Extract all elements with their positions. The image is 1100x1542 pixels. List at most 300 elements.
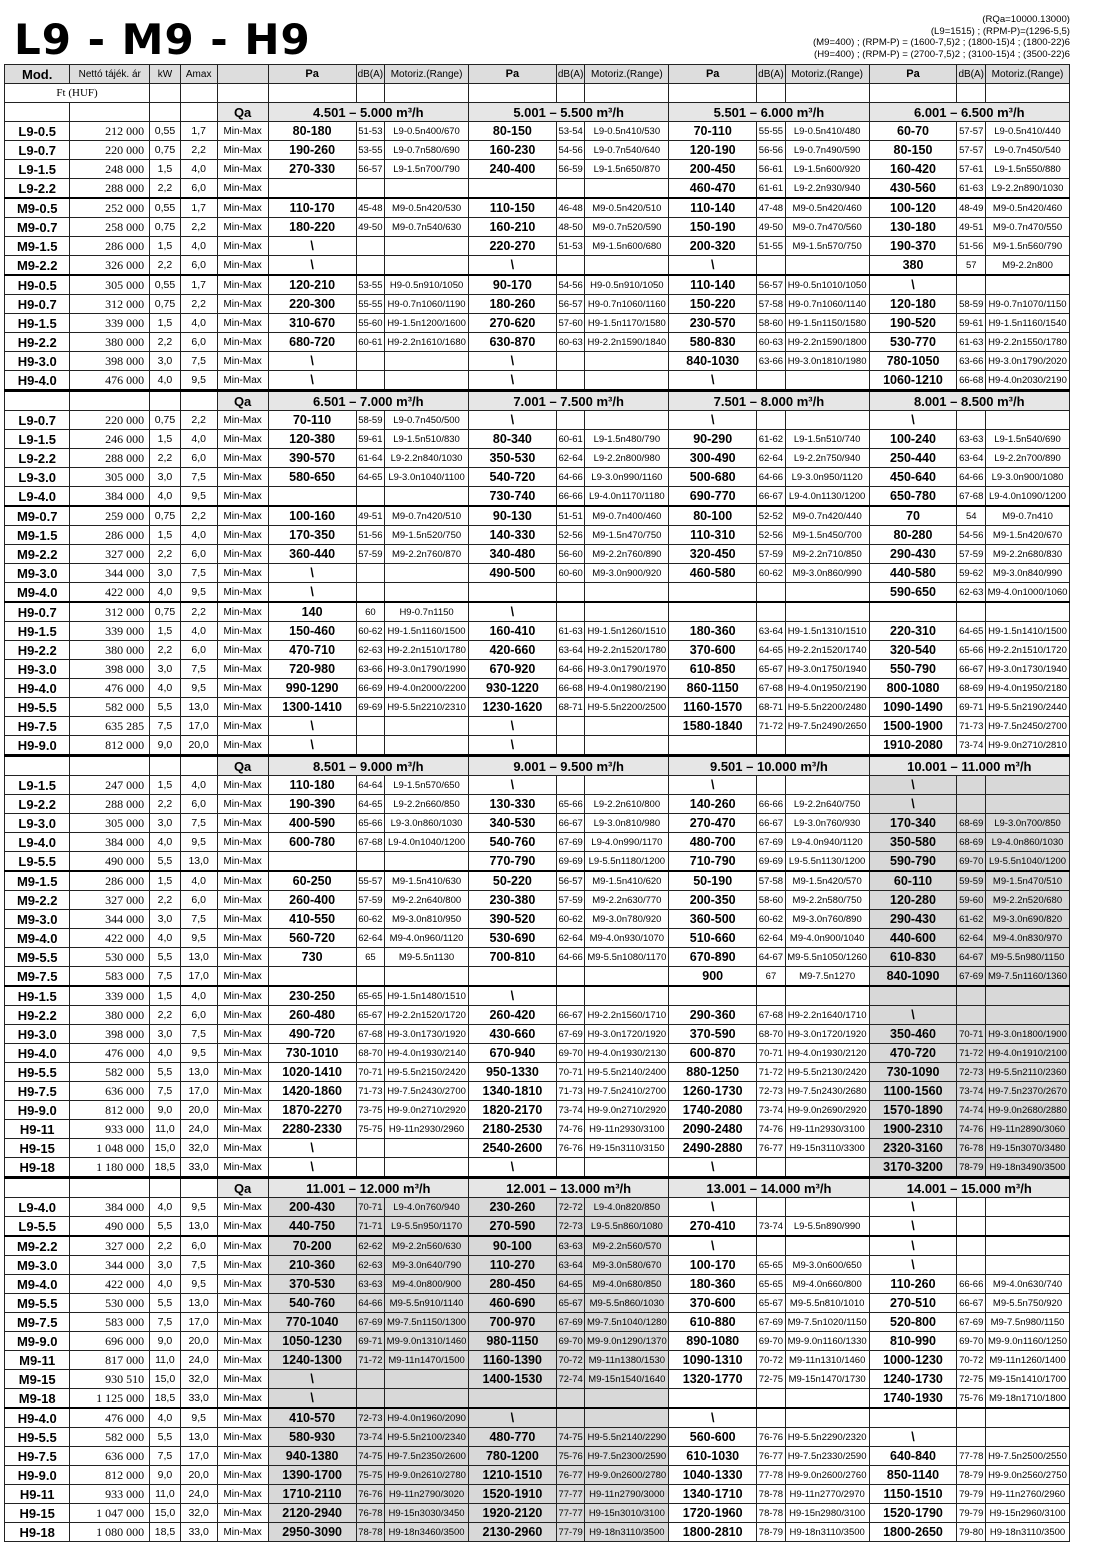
motorization-range: H9-5.5n2190/2440 bbox=[986, 698, 1070, 717]
power-kw: 1,5 bbox=[150, 314, 181, 333]
price: 258 000 bbox=[70, 218, 150, 237]
pressure-range: 360-500 bbox=[669, 910, 757, 929]
noise-dba bbox=[556, 776, 585, 795]
table-row bbox=[5, 641, 1070, 660]
pressure-range: 700-970 bbox=[468, 1313, 556, 1332]
pressure-range: 160-410 bbox=[468, 622, 556, 641]
power-kw: 0,75 bbox=[150, 506, 181, 526]
noise-dba bbox=[957, 1256, 986, 1275]
motorization-range: L9-4.0n940/1120 bbox=[785, 833, 869, 852]
table-row bbox=[5, 1466, 1070, 1485]
noise-dba: 61-61 bbox=[757, 179, 786, 199]
motorization-range: H9-2.2n1640/1710 bbox=[785, 1006, 869, 1025]
pressure-range: \ bbox=[669, 371, 757, 391]
price: 344 000 bbox=[70, 1256, 150, 1275]
amax: 9,5 bbox=[180, 679, 217, 698]
motorization-range: L9-2.2n750/940 bbox=[785, 449, 869, 468]
noise-dba: 65-67 bbox=[556, 1294, 585, 1313]
amax: 32,0 bbox=[180, 1504, 217, 1523]
price: 476 000 bbox=[70, 371, 150, 391]
min-max-label: Min-Max bbox=[217, 910, 268, 929]
noise-dba bbox=[957, 1217, 986, 1237]
motorization-range: M9-2.2n800 bbox=[986, 256, 1070, 276]
amax: 2,2 bbox=[180, 411, 217, 430]
pressure-range: 600-780 bbox=[268, 833, 356, 852]
motorization-range: H9-11n2930/3100 bbox=[585, 1120, 669, 1139]
table-row bbox=[5, 526, 1070, 545]
pressure-range: 170-340 bbox=[869, 814, 957, 833]
pressure-range: 1340-1710 bbox=[669, 1485, 757, 1504]
pressure-range: 390-570 bbox=[268, 449, 356, 468]
col-header-pa: Pa bbox=[669, 65, 757, 84]
pressure-range: 160-230 bbox=[468, 141, 556, 160]
noise-dba: 68-69 bbox=[957, 833, 986, 852]
price: 339 000 bbox=[70, 622, 150, 641]
amax: 7,5 bbox=[180, 910, 217, 929]
pressure-range: 340-530 bbox=[468, 814, 556, 833]
noise-dba: 70-72 bbox=[757, 1351, 786, 1370]
amax: 24,0 bbox=[180, 1485, 217, 1504]
price: 384 000 bbox=[70, 1198, 150, 1217]
table-row bbox=[5, 179, 1070, 199]
model-name: H9-4.0 bbox=[5, 371, 70, 391]
pressure-range: 1580-1840 bbox=[669, 717, 757, 736]
table-row bbox=[5, 1101, 1070, 1120]
motorization-range: H9-3.0n1810/1980 bbox=[785, 352, 869, 371]
motorization-range: H9-3.0n1790/2020 bbox=[986, 352, 1070, 371]
motorization-range: H9-2.2n1510/1720 bbox=[986, 641, 1070, 660]
pressure-range: 840-1030 bbox=[669, 352, 757, 371]
motorization-range: L9-3.0n990/1160 bbox=[585, 468, 669, 487]
table-row bbox=[5, 1217, 1070, 1237]
motorization-range: H9-7.5n2330/2590 bbox=[785, 1447, 869, 1466]
motorization-range: M9-2.2n580/750 bbox=[785, 891, 869, 910]
noise-dba: 74-76 bbox=[757, 1120, 786, 1139]
pressure-range: \ bbox=[869, 1236, 957, 1256]
motorization-range bbox=[585, 986, 669, 1006]
power-kw: 7,5 bbox=[150, 1447, 181, 1466]
power-kw: 7,5 bbox=[150, 717, 181, 736]
col-header-blank bbox=[217, 65, 268, 84]
motorization-range: H9-18n3110/3500 bbox=[785, 1523, 869, 1542]
amax: 20,0 bbox=[180, 1332, 217, 1351]
power-kw: 0,75 bbox=[150, 141, 181, 160]
pressure-range: 2490-2880 bbox=[669, 1139, 757, 1158]
model-name: H9-15 bbox=[5, 1139, 70, 1158]
noise-dba: 77-79 bbox=[556, 1523, 585, 1542]
noise-dba: 69-69 bbox=[356, 698, 385, 717]
flow-range-row bbox=[5, 103, 1070, 122]
noise-dba bbox=[757, 1408, 786, 1428]
price: 422 000 bbox=[70, 1275, 150, 1294]
motorization-range: L9-1.5n550/880 bbox=[986, 160, 1070, 179]
motorization-range: M9-9.0n1310/1460 bbox=[385, 1332, 469, 1351]
motorization-range: H9-5.5n2210/2310 bbox=[385, 698, 469, 717]
pressure-range: 720-980 bbox=[268, 660, 356, 679]
motorization-range: M9-3.0n840/990 bbox=[986, 564, 1070, 583]
motorization-range: L9-1.5n540/690 bbox=[986, 430, 1070, 449]
amax: 4,0 bbox=[180, 160, 217, 179]
noise-dba bbox=[757, 371, 786, 391]
min-max-label: Min-Max bbox=[217, 1408, 268, 1428]
amax: 6,0 bbox=[180, 641, 217, 660]
pressure-range: 840-1090 bbox=[869, 967, 957, 987]
noise-dba bbox=[356, 717, 385, 736]
noise-dba: 62-63 bbox=[356, 641, 385, 660]
amax: 7,5 bbox=[180, 1256, 217, 1275]
min-max-label: Min-Max bbox=[217, 1370, 268, 1389]
price: 582 000 bbox=[70, 1063, 150, 1082]
pressure-range: 180-360 bbox=[669, 1275, 757, 1294]
table-row bbox=[5, 141, 1070, 160]
pressure-range: \ bbox=[268, 1389, 356, 1409]
motorization-range: M9-1.5n410/630 bbox=[385, 871, 469, 891]
pressure-range: \ bbox=[468, 986, 556, 1006]
flow-range-label: 6.001 – 6.500 m³/h bbox=[869, 103, 1069, 122]
amax: 33,0 bbox=[180, 1389, 217, 1409]
pressure-range: 530-770 bbox=[869, 333, 957, 352]
pressure-range bbox=[468, 179, 556, 199]
min-max-label: Min-Max bbox=[217, 352, 268, 371]
price: 220 000 bbox=[70, 141, 150, 160]
table-row bbox=[5, 314, 1070, 333]
pressure-range: 120-280 bbox=[869, 891, 957, 910]
pressure-range: 320-540 bbox=[869, 641, 957, 660]
fan-selection-table bbox=[4, 64, 1070, 1542]
motorization-range: M9-1.5n470/510 bbox=[986, 871, 1070, 891]
noise-dba: 77-77 bbox=[556, 1485, 585, 1504]
pressure-range: 1050-1230 bbox=[268, 1332, 356, 1351]
pressure-range bbox=[268, 487, 356, 507]
noise-dba bbox=[957, 1198, 986, 1217]
noise-dba: 46-48 bbox=[556, 198, 585, 218]
pressure-range: 900 bbox=[669, 967, 757, 987]
noise-dba: 71-73 bbox=[356, 1082, 385, 1101]
pressure-range bbox=[468, 1389, 556, 1409]
motorization-range: M9-4.0n630/740 bbox=[986, 1275, 1070, 1294]
pressure-range: \ bbox=[669, 1158, 757, 1178]
motorization-range: M9-2.2n630/770 bbox=[585, 891, 669, 910]
noise-dba: 62-64 bbox=[757, 929, 786, 948]
pressure-range: \ bbox=[869, 275, 957, 295]
amax: 24,0 bbox=[180, 1351, 217, 1370]
motorization-range: H9-18n3460/3500 bbox=[385, 1523, 469, 1542]
pressure-range: \ bbox=[468, 411, 556, 430]
noise-dba bbox=[356, 564, 385, 583]
pressure-range: 100-120 bbox=[869, 198, 957, 218]
motorization-range: H9-4.0n2030/2190 bbox=[986, 371, 1070, 391]
pressure-range: 420-660 bbox=[468, 641, 556, 660]
amax: 4,0 bbox=[180, 871, 217, 891]
motorization-range: H9-1.5n1160/1540 bbox=[986, 314, 1070, 333]
noise-dba: 66-69 bbox=[356, 679, 385, 698]
noise-dba: 53-55 bbox=[356, 275, 385, 295]
table-row bbox=[5, 814, 1070, 833]
amax: 32,0 bbox=[180, 1370, 217, 1389]
pressure-range: 160-210 bbox=[468, 218, 556, 237]
motorization-range: H9-5.5n2130/2420 bbox=[785, 1063, 869, 1082]
noise-dba: 67-68 bbox=[757, 679, 786, 698]
model-name: H9-4.0 bbox=[5, 1408, 70, 1428]
model-name: L9-3.0 bbox=[5, 814, 70, 833]
noise-dba: 67-68 bbox=[356, 1025, 385, 1044]
amax: 9,5 bbox=[180, 1275, 217, 1294]
power-kw: 18,5 bbox=[150, 1523, 181, 1542]
pressure-range: 110-260 bbox=[869, 1275, 957, 1294]
flow-range-label: 8.501 – 9.000 m³/h bbox=[268, 756, 468, 776]
price: 582 000 bbox=[70, 1428, 150, 1447]
min-max-label: Min-Max bbox=[217, 1044, 268, 1063]
motorization-range bbox=[385, 717, 469, 736]
motorization-range: M9-11n1310/1460 bbox=[785, 1351, 869, 1370]
noise-dba: 63-63 bbox=[356, 1275, 385, 1294]
pressure-range: 60-110 bbox=[869, 871, 957, 891]
motorization-range: H9-0.7n1060/1140 bbox=[785, 295, 869, 314]
noise-dba bbox=[757, 776, 786, 795]
motorization-range: L9-3.0n1040/1100 bbox=[385, 468, 469, 487]
pressure-range: 1020-1410 bbox=[268, 1063, 356, 1082]
price: 476 000 bbox=[70, 1044, 150, 1063]
pressure-range: 60-70 bbox=[869, 122, 957, 141]
motorization-range bbox=[785, 1389, 869, 1409]
model-name: H9-15 bbox=[5, 1504, 70, 1523]
pressure-range: \ bbox=[669, 776, 757, 795]
noise-dba bbox=[957, 411, 986, 430]
pressure-range bbox=[869, 1408, 957, 1428]
noise-dba: 65-67 bbox=[356, 1006, 385, 1025]
model-name: M9-3.0 bbox=[5, 1256, 70, 1275]
power-kw: 3,0 bbox=[150, 1256, 181, 1275]
pressure-range: \ bbox=[869, 776, 957, 795]
noise-dba: 49-51 bbox=[957, 218, 986, 237]
model-name: L9-5.5 bbox=[5, 852, 70, 872]
motorization-range: H9-9.0n2610/2780 bbox=[385, 1466, 469, 1485]
pressure-range: 120-210 bbox=[268, 275, 356, 295]
motorization-range bbox=[785, 583, 869, 603]
min-max-label: Min-Max bbox=[217, 1523, 268, 1542]
noise-dba bbox=[556, 736, 585, 756]
motorization-range: M9-7.5n1020/1150 bbox=[785, 1313, 869, 1332]
noise-dba: 57-59 bbox=[356, 545, 385, 564]
flow-range-label: 12.001 – 13.000 m³/h bbox=[468, 1178, 668, 1198]
noise-dba: 69-69 bbox=[556, 852, 585, 872]
pressure-range: 1570-1890 bbox=[869, 1101, 957, 1120]
model-name: M9-5.5 bbox=[5, 948, 70, 967]
blank bbox=[5, 1178, 70, 1198]
pressure-range: 2320-3160 bbox=[869, 1139, 957, 1158]
noise-dba: 52-56 bbox=[556, 526, 585, 545]
motorization-range: L9-4.0n990/1170 bbox=[585, 833, 669, 852]
motorization-range: M9-4.0n800/900 bbox=[385, 1275, 469, 1294]
pressure-range: 80-100 bbox=[669, 506, 757, 526]
price: 286 000 bbox=[70, 871, 150, 891]
pressure-range: 2540-2600 bbox=[468, 1139, 556, 1158]
table-row bbox=[5, 237, 1070, 256]
model-name: H9-18 bbox=[5, 1523, 70, 1542]
pressure-range: 100-240 bbox=[869, 430, 957, 449]
pressure-range: 200-350 bbox=[669, 891, 757, 910]
pressure-range: 710-790 bbox=[669, 852, 757, 872]
motorization-range bbox=[585, 776, 669, 795]
noise-dba: 78-78 bbox=[356, 1523, 385, 1542]
pressure-range: \ bbox=[268, 717, 356, 736]
price: 305 000 bbox=[70, 468, 150, 487]
power-kw: 1,5 bbox=[150, 776, 181, 795]
pressure-range: 540-760 bbox=[268, 1294, 356, 1313]
noise-dba: 60-63 bbox=[757, 333, 786, 352]
power-kw: 0,55 bbox=[150, 275, 181, 295]
pressure-range: 400-590 bbox=[268, 814, 356, 833]
price: 246 000 bbox=[70, 430, 150, 449]
power-kw: 5,5 bbox=[150, 1217, 181, 1237]
motorization-range: H9-7.5n2490/2650 bbox=[785, 717, 869, 736]
price: 312 000 bbox=[70, 295, 150, 314]
noise-dba: 70-71 bbox=[356, 1063, 385, 1082]
price: 812 000 bbox=[70, 736, 150, 756]
price: 327 000 bbox=[70, 891, 150, 910]
column-header-row bbox=[5, 65, 1070, 84]
min-max-label: Min-Max bbox=[217, 218, 268, 237]
min-max-label: Min-Max bbox=[217, 776, 268, 795]
power-kw: 3,0 bbox=[150, 564, 181, 583]
pressure-range: 370-600 bbox=[669, 641, 757, 660]
motorization-range: L9-2.2n930/940 bbox=[785, 179, 869, 199]
motorization-range: L9-3.0n900/1080 bbox=[986, 468, 1070, 487]
pressure-range: \ bbox=[468, 256, 556, 276]
price: 305 000 bbox=[70, 275, 150, 295]
pressure-range: 70 bbox=[869, 506, 957, 526]
motorization-range: H9-3.0n1790/1970 bbox=[585, 660, 669, 679]
pressure-range: 1040-1330 bbox=[669, 1466, 757, 1485]
blank bbox=[356, 84, 385, 103]
noise-dba: 64-66 bbox=[957, 468, 986, 487]
pressure-range: 380 bbox=[869, 256, 957, 276]
amax: 6,0 bbox=[180, 333, 217, 352]
model-name: M9-7.5 bbox=[5, 967, 70, 987]
noise-dba: 57-61 bbox=[957, 160, 986, 179]
model-name: M9-3.0 bbox=[5, 910, 70, 929]
pressure-range: 2130-2960 bbox=[468, 1523, 556, 1542]
pressure-range: \ bbox=[268, 371, 356, 391]
pressure-range: 180-220 bbox=[268, 218, 356, 237]
pressure-range: 540-760 bbox=[468, 833, 556, 852]
motorization-range: H9-5.5n2290/2320 bbox=[785, 1428, 869, 1447]
table-row bbox=[5, 1236, 1070, 1256]
min-max-label: Min-Max bbox=[217, 160, 268, 179]
pressure-range: \ bbox=[869, 411, 957, 430]
noise-dba bbox=[957, 986, 986, 1006]
amax: 7,5 bbox=[180, 814, 217, 833]
price: 286 000 bbox=[70, 237, 150, 256]
motorization-range: M9-2.2n760/890 bbox=[585, 545, 669, 564]
noise-dba: 70-72 bbox=[957, 1351, 986, 1370]
noise-dba bbox=[757, 736, 786, 756]
noise-dba: 60-61 bbox=[356, 333, 385, 352]
motorization-range: H9-2.2n1520/1780 bbox=[585, 641, 669, 660]
pressure-range: 1420-1860 bbox=[268, 1082, 356, 1101]
noise-dba: 60-62 bbox=[556, 910, 585, 929]
price: 933 000 bbox=[70, 1485, 150, 1504]
motorization-range: L9-3.0n860/1030 bbox=[385, 814, 469, 833]
motorization-range: M9-0.5n420/460 bbox=[785, 198, 869, 218]
table-row bbox=[5, 795, 1070, 814]
pressure-range: 1240-1730 bbox=[869, 1370, 957, 1389]
motorization-range: H9-1.5n1260/1510 bbox=[585, 622, 669, 641]
noise-dba: 65-66 bbox=[356, 814, 385, 833]
motorization-range: M9-15n1410/1700 bbox=[986, 1370, 1070, 1389]
pressure-range: \ bbox=[268, 583, 356, 603]
noise-dba: 53-54 bbox=[556, 122, 585, 141]
pressure-range: 230-570 bbox=[669, 314, 757, 333]
price: 933 000 bbox=[70, 1120, 150, 1139]
model-name: H9-4.0 bbox=[5, 679, 70, 698]
motorization-range: H9-0.7n1060/1160 bbox=[585, 295, 669, 314]
table-row bbox=[5, 986, 1070, 1006]
pressure-range: 850-1140 bbox=[869, 1466, 957, 1485]
pressure-range: \ bbox=[268, 564, 356, 583]
model-name: L9-0.5 bbox=[5, 122, 70, 141]
noise-dba bbox=[356, 371, 385, 391]
motorization-range: H9-9.0n2710/2920 bbox=[385, 1101, 469, 1120]
motorization-range: M9-9.0n1160/1250 bbox=[986, 1332, 1070, 1351]
noise-dba bbox=[556, 179, 585, 199]
pressure-range: 540-720 bbox=[468, 468, 556, 487]
motorization-range bbox=[385, 583, 469, 603]
motorization-range: L9-1.5n510/830 bbox=[385, 430, 469, 449]
power-kw: 2,2 bbox=[150, 1236, 181, 1256]
motorization-range: H9-9.0n2680/2880 bbox=[986, 1101, 1070, 1120]
noise-dba: 74-76 bbox=[957, 1120, 986, 1139]
motorization-range bbox=[385, 237, 469, 256]
min-max-label: Min-Max bbox=[217, 814, 268, 833]
price: 380 000 bbox=[70, 641, 150, 660]
price: 344 000 bbox=[70, 564, 150, 583]
noise-dba: 72-73 bbox=[556, 1217, 585, 1237]
motorization-range: H9-4.0n1950/2190 bbox=[785, 679, 869, 698]
pressure-range bbox=[669, 583, 757, 603]
pressure-range: 590-650 bbox=[869, 583, 957, 603]
col-header-pa: Pa bbox=[268, 65, 356, 84]
amax: 33,0 bbox=[180, 1523, 217, 1542]
min-max-label: Min-Max bbox=[217, 1332, 268, 1351]
model-name: H9-18 bbox=[5, 1158, 70, 1178]
motorization-range: M9-7.5n980/1150 bbox=[986, 1313, 1070, 1332]
noise-dba bbox=[957, 1428, 986, 1447]
table-row bbox=[5, 411, 1070, 430]
pressure-range: 560-720 bbox=[268, 929, 356, 948]
pressure-range: 350-460 bbox=[869, 1025, 957, 1044]
noise-dba: 64-66 bbox=[556, 948, 585, 967]
motorization-range: M9-5.5n1050/1260 bbox=[785, 948, 869, 967]
noise-dba: 67-69 bbox=[556, 1025, 585, 1044]
pressure-range: \ bbox=[468, 371, 556, 391]
motorization-range: M9-11n1380/1530 bbox=[585, 1351, 669, 1370]
blank bbox=[150, 756, 181, 776]
pressure-range: 430-560 bbox=[869, 179, 957, 199]
min-max-label: Min-Max bbox=[217, 967, 268, 987]
motorization-range: H9-7.5n2410/2700 bbox=[585, 1082, 669, 1101]
noise-dba: 54-56 bbox=[556, 275, 585, 295]
noise-dba bbox=[957, 776, 986, 795]
price: 1 125 000 bbox=[70, 1389, 150, 1409]
pressure-range: 610-1030 bbox=[669, 1447, 757, 1466]
amax: 7,5 bbox=[180, 1025, 217, 1044]
power-kw: 4,0 bbox=[150, 1275, 181, 1294]
amax: 6,0 bbox=[180, 179, 217, 199]
noise-dba: 61-64 bbox=[356, 449, 385, 468]
model-name: L9-4.0 bbox=[5, 1198, 70, 1217]
pressure-range: 370-530 bbox=[268, 1275, 356, 1294]
